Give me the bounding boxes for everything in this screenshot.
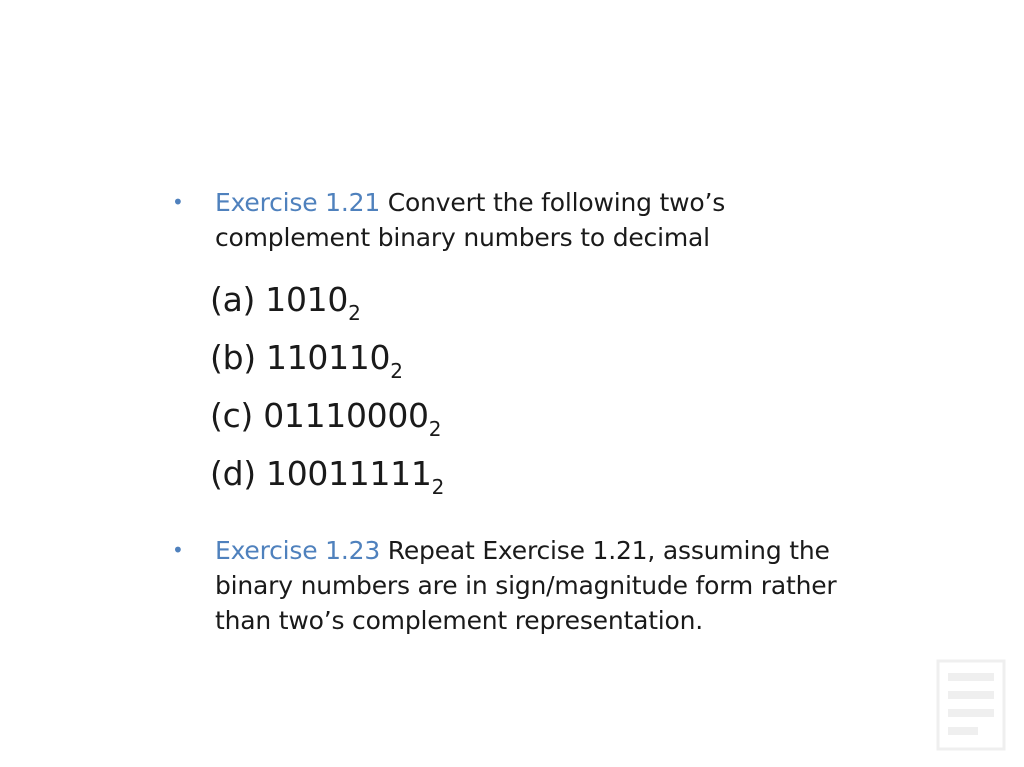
binary-number-list: [210, 271, 444, 503]
binary-value: 110110: [266, 338, 391, 377]
base-subscript: 2: [431, 475, 445, 499]
list-item-c: [210, 387, 444, 445]
bullet-dot: •: [172, 190, 184, 214]
exercise-1-21-text: [215, 185, 860, 255]
item-label: (b): [210, 338, 266, 377]
exercise-ref: Exercise 1.21: [215, 188, 381, 217]
list-item-d: [210, 445, 444, 503]
exercise-1-21-bullet: [160, 185, 860, 255]
exercise-1-23-bullet: [160, 533, 860, 638]
exercise-ref: Exercise 1.23: [215, 536, 381, 565]
binary-value: 1010: [265, 280, 349, 319]
base-subscript: 2: [428, 417, 442, 441]
item-label: (d): [210, 454, 266, 493]
item-label: (a): [210, 280, 266, 319]
binary-value: 10011111: [266, 454, 432, 493]
binary-value: 01110000: [263, 396, 429, 435]
list-item-b: [210, 329, 444, 387]
item-label: (c): [210, 396, 264, 435]
bullet-dot: •: [172, 538, 184, 562]
exercise-1-23-text: [215, 533, 860, 638]
base-subscript: 2: [390, 359, 403, 383]
watermark-icon: [934, 657, 1008, 753]
list-item-a: [210, 271, 444, 329]
exercise-instructions: Convert the following two’s complement binary numbers to decimal: [215, 188, 726, 252]
exercise-instructions: Repeat Exercise 1.21, assuming the binary numbers are in sign/magnitude form rather than two’s complement representation.: [215, 536, 837, 635]
base-subscript: 2: [348, 301, 361, 325]
